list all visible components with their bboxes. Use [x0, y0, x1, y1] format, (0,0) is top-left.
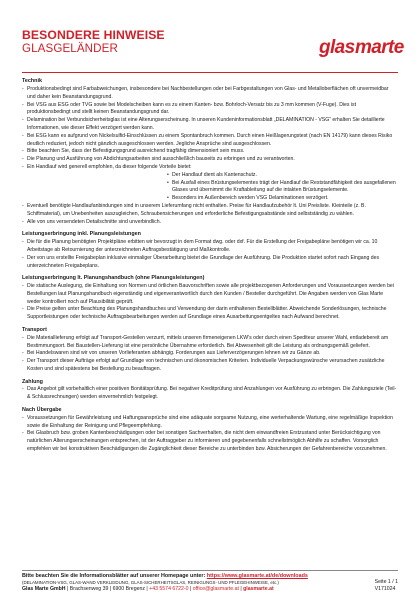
list-dash: - [22, 101, 24, 108]
list-item [22, 350, 398, 358]
list-item [22, 335, 398, 351]
list-item [22, 255, 398, 271]
list-dash: - [22, 350, 24, 357]
list-item [22, 283, 398, 306]
contact-separator: | [188, 586, 193, 592]
list-item [22, 306, 398, 322]
list-item-text: Bitte beachten Sie, dass der Befestigungsgrund ausreichend tragfähig dimensioniert sein muss. [27, 148, 245, 155]
list-dash: - [22, 283, 24, 290]
sub-list-item-text: Der Handlauf dient als Kantenschutz. [172, 171, 257, 178]
glasmarte-logo [318, 34, 404, 60]
list-item [22, 203, 398, 219]
list-item [22, 358, 398, 374]
sections-container [22, 78, 398, 453]
list-item [22, 156, 398, 164]
footer-contact [22, 586, 398, 593]
list-dash: - [22, 117, 24, 124]
list-dash: - [22, 132, 24, 139]
section-2 [22, 231, 398, 270]
list-dash: - [22, 254, 24, 261]
sub-list-item [22, 195, 398, 203]
list-item-text: Bei VSG aus ESG oder TVG sowie bei Modelscheiben kann es zu einem Kanten- bzw. Bohrloch-Versatz bis zu 3 mm kommen (V-Fuge). Dies ist produktionsbedingt und stellt keinen Beanstandungsgrund dar. [27, 101, 357, 116]
list-item [22, 102, 398, 118]
sub-list-item-text: Bei Ausfall eines Brüstungselementes trägt der Handlauf die Reststandfähigkeit des ausgefallenen Glases und übernimmt die Kraftableitung auf die intakten Brüstungselemente. [172, 179, 396, 194]
page-title: BESONDERE HINWEISE [22, 28, 165, 42]
list-item-text: Die Preise gelten unter Beachtung des Planungshandbuches und Verwendung der darin enthaltenen Bestellblätter. Abweichende Sonderlösungen, technische Supportleistungen oder technische Auftragsbearbeitungen werden auf Grundlage eines Ausarbeitungsentgeltes nach Aufwand berechnet. [27, 306, 387, 321]
section-title: Zahlung [22, 378, 43, 385]
document-version: V171024 [374, 586, 396, 592]
list-item-text: Delamination bei Verbundsicherheitsglas ist eine Alterungserscheinung. In unseren Kundeninformationsblatt „DELAMINATION - VSG“ erhalten Sie detaillierte Informationen, wie dieser Effekt verzögert werden kann. [27, 117, 385, 132]
footer-info-details: (DELAMINATION-VSG, GLAS-WAND VERKLEIDUNG, GLAS-SICHERHEITSGLAS, REINIGUNGS- UND PFLEGEHINWEISE, etc.) [22, 580, 279, 585]
page-meta [375, 579, 398, 593]
list-item-text: Der Transport dieser Aufträge erfolgt auf Grundlage von technischen und ökonomischen Kriterien. Individuelle Verpackungswünsche verursachen zusätzliche Kosten und sind spätestens bei Bestellung zu beauftragen. [27, 358, 385, 372]
section-1 [22, 78, 398, 226]
list-item [22, 148, 398, 156]
section-title: Transport [22, 327, 47, 334]
bullet-icon: • [167, 195, 169, 202]
bullet-icon: • [167, 171, 169, 178]
list-dash: - [22, 164, 24, 171]
list-dash: - [22, 306, 24, 313]
downloads-link[interactable]: https://www.glasmarte.at/de/downloads [206, 573, 308, 579]
list-item-text: Voraussetzungen für Gewährleistung und Haftungsansprüche sind eine adäquate sorgsame Nutzung, eine werterhaltende Wartung, eine regelmäßige Inspektion sowie die Einhaltung der Reinigung und Pflegeempfehlung. [27, 414, 393, 429]
company-phone[interactable]: +43 5574 6722-0 [149, 586, 189, 592]
list-item-text: Ein Handlauf wird generell empfohlen, da dieser folgende Vorteile bietet: [27, 164, 192, 171]
footer [22, 561, 398, 593]
list-dash: - [22, 334, 24, 341]
footer-info [22, 573, 398, 580]
page-number: Seite 1 / 1 [374, 579, 398, 585]
logo-text-glas: glas [319, 37, 355, 58]
company-website[interactable]: glasmarte.at [243, 586, 274, 592]
list-dash: - [22, 218, 24, 225]
list-dash: - [22, 203, 24, 210]
section-6 [22, 407, 398, 454]
list-item-text: Eventuell benötigte Handlaufanbindungen sind in unserem Lieferumfang nicht enthalten. Preise für Handlaufzubehör lt. Uni Preisliste. Kleinteile (z. B. Schiftmaterial), um Unebenheiten auszugleichen, Schraubensicherungen und erforderliche Befestigungsabstände sind selbstständig zu wählen. [27, 203, 366, 217]
list-item-text: Die für die Planung benötigten Projektpläne erbitten wir bevorzugt in dem Format dwg. oder dxf. Für die Erstellung der Freigabepläne benötigen wir ca. 10 Arbeitstage ab Retournierung der unterzeichneten Auftragsbestätigung und Maßkontrolle. [27, 239, 378, 253]
list-item [22, 164, 398, 172]
list-dash: - [22, 414, 24, 421]
list-dash: - [22, 156, 24, 163]
list-dash: - [22, 358, 24, 365]
footer-divider [22, 570, 398, 571]
header-divider [22, 72, 398, 73]
page-subtitle: GLASGELÄNDER [22, 42, 118, 55]
section-3 [22, 275, 398, 322]
list-item-text: Der von uns erstellte Freigabeplan inklusive einmaliger Überarbeitung bietet die Grundlage der Ausführung. Die Produktion startet sofort nach Eingang des unterzeichneten Freigabeplans. [27, 254, 380, 269]
list-item [22, 386, 398, 402]
list-item-text: Bei ESG kann es aufgrund von Nickelsulfid-Einschlüssen zu einem Spontanbruch kommen. Durch einen Heißlagerungstest (nach EN 14179) kann dieses Risiko deutlich reduziert, jedoch nicht gänzlich ausgeschlossen werden. Jegliche Ansprüche sind ausgeschlossen. [27, 132, 393, 147]
header [22, 28, 404, 66]
list-dash: - [22, 386, 24, 393]
list-item [22, 430, 398, 453]
list-item [22, 219, 398, 227]
section-title: Technik [22, 78, 42, 85]
company-name: Glas Marte GmbH [22, 586, 66, 592]
list-item [22, 86, 398, 102]
list-item-text: Bei Handelswaren sind wir von unseren Vorlieferanten abhängig. Forderungen aus Lieferverzögerungen lehnen wir zu Gänze ab. [27, 350, 321, 357]
section-4 [22, 327, 398, 374]
company-email[interactable]: office@glasmarte.at [192, 586, 239, 592]
list-dash: - [22, 430, 24, 437]
list-item-text: Das Angebot gilt vorbehaltlich einer positiven Bonitätsprüfung. Bei negativer Kreditprüfung sind Anzahlungen vor Ausführung zu erbringen. Die Zahlungsziele (Teil- & Schlussrechnungen) werden einvernehmlich festgelegt. [27, 386, 397, 401]
list-item-text: Bei Glasbruch bzw. groben Kantenbeschädigungen oder bei sonstigen Sachverhalten, die nicht dem einwandfreien Erstzustand unter Berücksichtigung von natürlichen Alterungserscheinungen entsprechen, ist der Auftraggeber zu informieren und gegebenenfalls schnellstmöglich Abhilfe zu schaffen. Vorsorglich empfehlen wir bei konstruktiven Beschädigungen die Zugänglichkeit dieser Bereiche zu unterbinden bzw. Absicherungen der Gefahrenbereiche vorzunehmen. [27, 430, 387, 452]
sub-list-item [22, 180, 398, 196]
list-item-text: Alle von uns versendeten Detailschnitte sind unverbindlich. [27, 218, 162, 225]
list-dash: - [22, 239, 24, 246]
list-dash: - [22, 86, 24, 93]
logo-text-marte: marte [355, 37, 404, 58]
list-item-text: Produktionsbedingt sind Farbabweichungen, insbesondere bei Nachbestellungen oder bei Farbgestaltungen von Glas- und Metalloberflächen oft unvermeidbar und daher kein Beanstandungsgrund. [27, 86, 389, 100]
company-address: | Brachsenweg 39 | 6900 Bregenz | [65, 586, 150, 592]
list-item-text: Die statische Auslegung, die Einhaltung von Normen und örtlichen Bauvorschriften sowie alle projektbezogenen Anforderungen und Voraussetzungen werden bei Bestellungen laut Planungshandbuch eigenständig und eigenverantwortlich durch den Kunden / Besteller durchgeführt. Die Angaben werden von Glas Marte weder kontrolliert noch auf Plausibilität geprüft. [27, 283, 394, 305]
list-item-text: Die Planung und Ausführung von Abdichtungsarbeiten sind ausschließlich bauseits zu erbringen und zu verantworten. [27, 156, 295, 163]
bullet-icon: • [167, 179, 169, 186]
list-item-text: Die Materiallieferung erfolgt auf Transport-Gestellen verzurrt, mittels unseren firmeneigenen LKW's oder durch einen Spediteur unserer Wahl, entladebereit am Bestimmungsort. Bei Baustellen-Lieferung ist eine persönliche Übernahme erforderlich. Bei Abwesenheit gilt die Leistung als ordnungsgemäß geliefert. [27, 334, 389, 349]
list-item [22, 133, 398, 149]
contact-separator: | [238, 586, 244, 592]
list-item [22, 117, 398, 133]
section-title: Nach Übergabe [22, 407, 62, 413]
sub-list-item-text: Besonders im Außenbereich werden VSG Delaminationen verzögert. [172, 195, 329, 202]
section-5 [22, 379, 398, 402]
section-title: Leistungserbringung inkl. Planungsleistungen [22, 231, 141, 238]
logo-graphic [318, 34, 404, 60]
list-item [22, 415, 398, 431]
section-title: Leistungserbringung lt. Planungshandbuch (ohne Planungsleistungen) [22, 275, 205, 282]
list-item [22, 239, 398, 255]
sub-list-item [22, 172, 398, 180]
list-dash: - [22, 148, 24, 155]
footer-info-prefix: Bitte beachten Sie die Informationsblätter auf unserer Homepage unter: [22, 573, 207, 579]
